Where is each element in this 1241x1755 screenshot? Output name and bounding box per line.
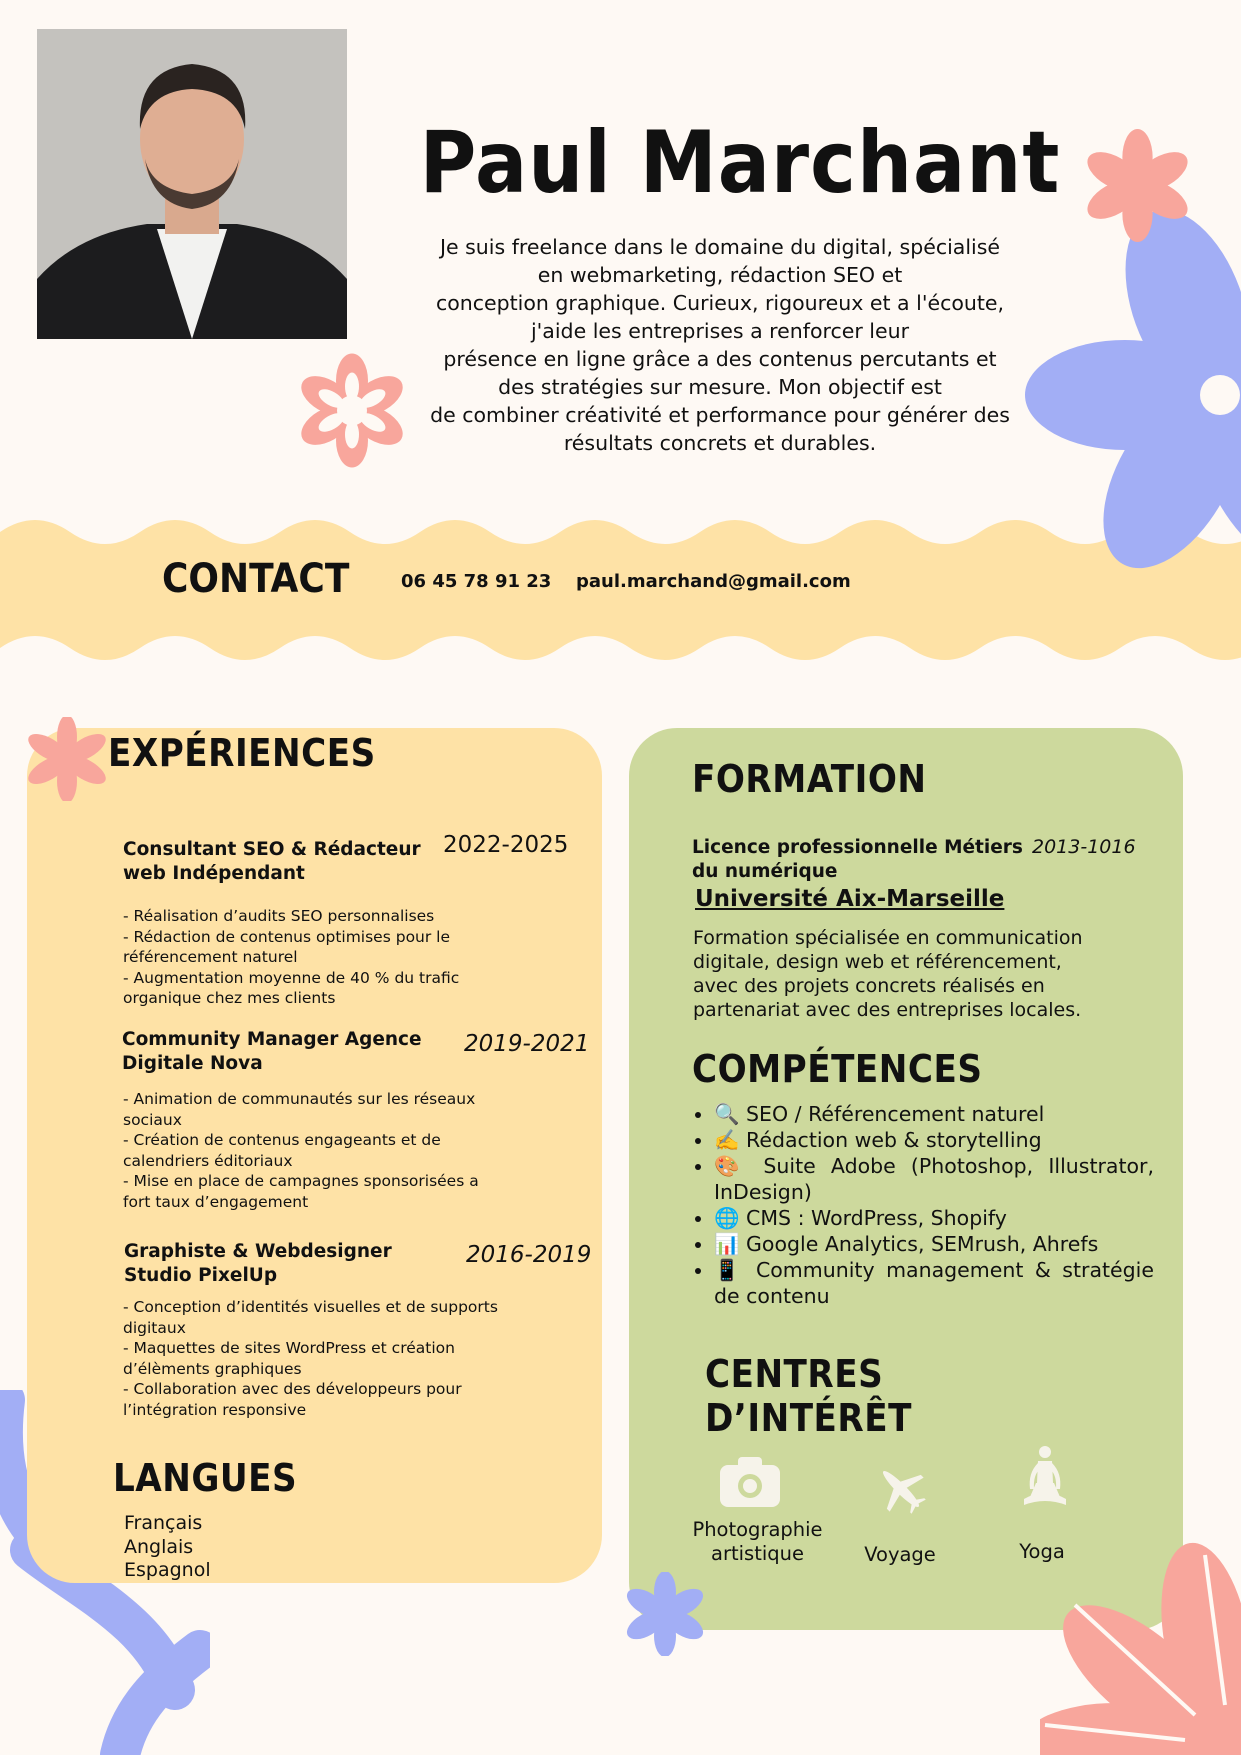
degree-description-line: digitale, design web et référencement, <box>693 951 1062 973</box>
job-details <box>123 906 459 1009</box>
job-detail-line: - Mise en place de campagnes sponsorisées a <box>123 1172 479 1190</box>
intro-paragraph <box>405 233 1035 457</box>
skill-item: • 🌐 CMS : WordPress, Shopify <box>714 1205 1154 1231</box>
camera-icon <box>720 1455 780 1511</box>
intro-line: présence en ligne grâce a des contenus percutants et <box>443 347 997 371</box>
person-name: Paul Marchant <box>419 113 1061 213</box>
job-detail-line: calendriers éditoriaux <box>123 1151 293 1170</box>
degree-dates: 2013-1016 <box>1032 836 1136 858</box>
skill-item: • ✍️ Rédaction web & storytelling <box>714 1127 1154 1153</box>
blue-flower-bottom-decoration <box>623 1572 707 1656</box>
pink-flower-top-right-decoration <box>1080 128 1195 243</box>
job-detail-line: l’intégration responsive <box>123 1400 307 1419</box>
job-details <box>123 1297 498 1420</box>
job-title-line: Studio PixelUp <box>124 1265 278 1286</box>
degree-description-line: partenariat avec des entreprises locales. <box>693 999 1082 1021</box>
experiences-heading: EXPÉRIENCES <box>108 731 376 775</box>
school-name: Université Aix-Marseille <box>695 886 1005 912</box>
skills-heading: COMPÉTENCES <box>692 1047 983 1091</box>
hobby-label-line: Yoga <box>1019 1540 1065 1563</box>
job-detail-line: - Rédaction de contenus optimises pour le <box>123 927 451 946</box>
languages-heading: LANGUES <box>113 1456 298 1500</box>
job-detail-line: - Maquettes de sites WordPress et création <box>123 1339 455 1357</box>
intro-line: de combiner créativité et performance pour générer des <box>430 403 1010 427</box>
hobby-label-line: Voyage <box>864 1543 936 1566</box>
contact-phone[interactable]: 06 45 78 91 23 <box>401 571 552 592</box>
degree-description-line: avec des projets concrets réalisés en <box>693 975 1045 997</box>
interests-heading-line: D’INTÉRÊT <box>705 1396 912 1440</box>
intro-line: des stratégies sur mesure. Mon objectif est <box>498 375 942 399</box>
job-dates: 2022-2025 <box>443 832 569 858</box>
hobby-label-line: Photographie <box>692 1518 823 1541</box>
job-title <box>124 1240 392 1288</box>
airplane-icon <box>875 1463 927 1519</box>
job-title-line: web Indépendant <box>123 863 305 884</box>
hobby-label <box>680 1518 835 1566</box>
hobby-label-line: artistique <box>711 1542 804 1565</box>
job-detail-line: sociaux <box>123 1110 182 1129</box>
job-detail-line: - Collaboration avec des développeurs pour <box>123 1380 462 1398</box>
hobby-label <box>1002 1540 1082 1564</box>
job-details <box>123 1089 479 1212</box>
job-title-line: Consultant SEO & Rédacteur <box>123 839 421 860</box>
formation-heading: FORMATION <box>692 757 927 801</box>
contact-heading: CONTACT <box>162 556 350 602</box>
degree-title <box>692 836 1023 884</box>
job-title-line: Community Manager Agence <box>122 1029 422 1050</box>
pink-flower-experiences-decoration <box>25 717 109 801</box>
language-item: Français <box>124 1512 203 1534</box>
intro-line: résultats concrets et durables. <box>563 431 877 455</box>
intro-line: Je suis freelance dans le domaine du digital, spécialisé <box>439 235 1001 259</box>
profile-photo <box>37 29 347 339</box>
interests-heading <box>705 1352 912 1440</box>
job-title-line: Digitale Nova <box>122 1053 263 1074</box>
job-detail-line: fort taux d’engagement <box>123 1192 309 1211</box>
job-detail-line: digitaux <box>123 1318 186 1337</box>
skill-item: • 🔍 SEO / Référencement naturel <box>714 1101 1154 1127</box>
blue-flower-top-right-decoration <box>1010 210 1241 580</box>
job-detail-line: - Conception d’identités visuelles et de supports <box>123 1298 498 1316</box>
degree-title-line: du numérique <box>692 861 838 882</box>
job-title <box>122 1028 422 1076</box>
yoga-icon <box>1022 1443 1068 1513</box>
language-item: Espagnol <box>124 1559 211 1581</box>
job-detail-line: - Création de contenus engageants et de <box>123 1131 441 1149</box>
job-detail-line: d’élèments graphiques <box>123 1359 302 1378</box>
job-detail-line: - Animation de communautés sur les réseaux <box>123 1090 476 1108</box>
language-item: Anglais <box>124 1535 194 1558</box>
job-dates: 2019-2021 <box>464 1031 590 1057</box>
job-detail-line: organique chez mes clients <box>123 989 336 1007</box>
interests-heading-line: CENTRES <box>705 1352 884 1396</box>
job-detail-line: - Augmentation moyenne de 40 % du trafic <box>123 968 460 987</box>
job-detail-line: - Réalisation d’audits SEO personnalises <box>123 907 435 925</box>
job-dates: 2016-2019 <box>466 1242 592 1268</box>
skill-item: • 🎨 Suite Adobe (Photoshop, Illustrator, InDesign) <box>714 1153 1154 1205</box>
skill-item: • 📊 Google Analytics, SEMrush, Ahrefs <box>714 1231 1154 1257</box>
degree-description <box>693 926 1083 1022</box>
pink-flower-outline-decoration <box>295 353 409 468</box>
hobby-label <box>860 1543 940 1567</box>
job-title <box>123 838 421 886</box>
job-detail-line: référencement naturel <box>123 948 298 966</box>
degree-title-line: Licence professionnelle Métiers <box>692 837 1023 858</box>
skill-item: • 📱 Community management & stratégie de contenu <box>714 1257 1154 1309</box>
job-title-line: Graphiste & Webdesigner <box>124 1241 392 1262</box>
contact-email[interactable]: paul.marchand@gmail.com <box>576 571 851 592</box>
intro-line: en webmarketing, rédaction SEO et <box>537 263 903 287</box>
skills-list <box>690 1101 1154 1309</box>
intro-line: j'aide les entreprises a renforcer leur <box>530 319 910 343</box>
pink-flower-bottom-right-decoration <box>1040 1490 1241 1755</box>
degree-description-line: Formation spécialisée en communication <box>693 927 1083 949</box>
intro-line: conception graphique. Curieux, rigoureux et a l'écoute, <box>435 291 1005 315</box>
languages-list <box>124 1512 211 1583</box>
